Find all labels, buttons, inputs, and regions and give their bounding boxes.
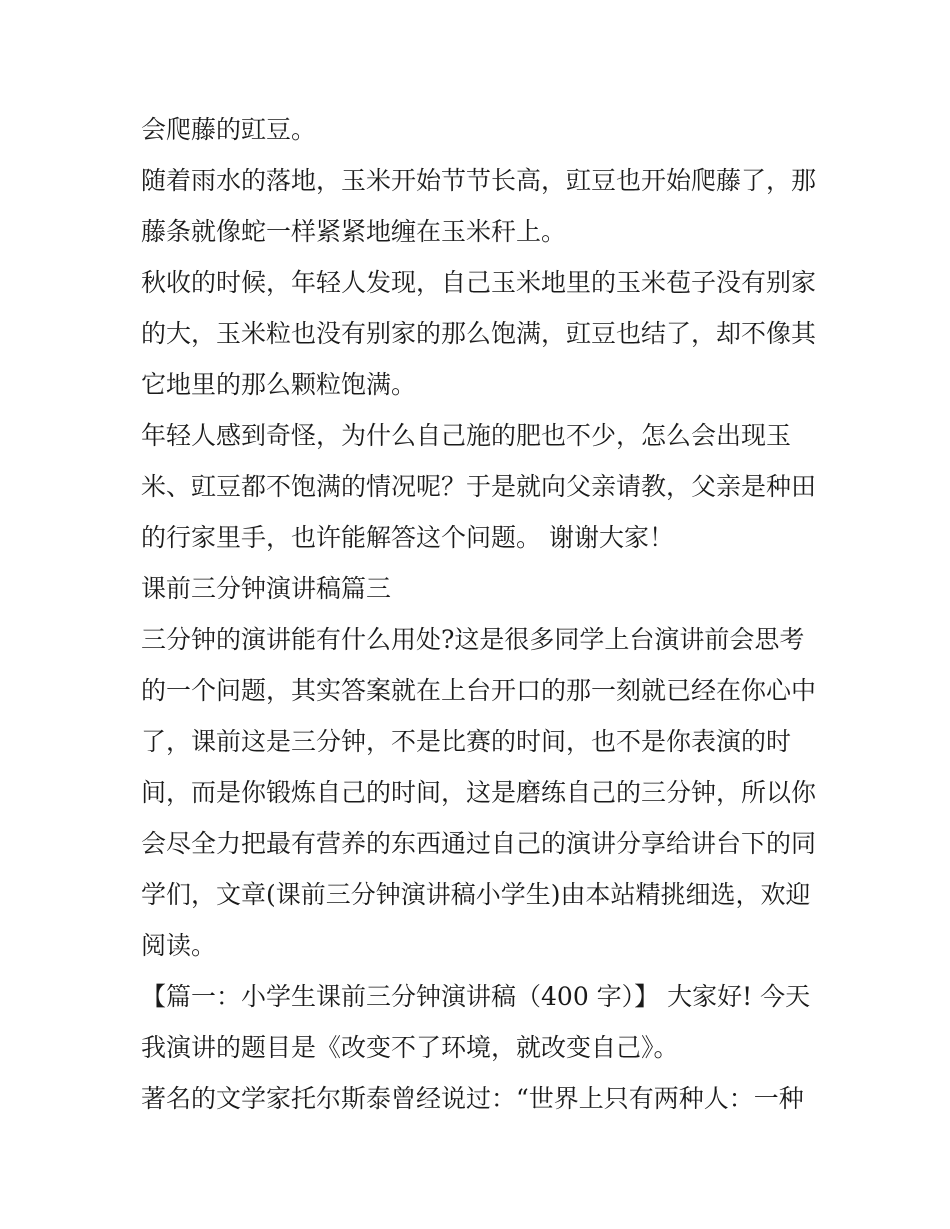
- text-line: 藤条就像蛇一样紧紧地缠在玉米秆上。: [141, 217, 567, 246]
- text-line: 会尽全力把最有营养的东西通过自己的演讲分享给讲台下的同: [141, 829, 817, 858]
- text-line: 间，而是你锻炼自己的时间，这是磨练自己的三分钟，所以你: [141, 778, 817, 807]
- text-line: 学们，文章(课前三分钟演讲稿小学生)由本站精挑细选，欢迎: [141, 880, 811, 909]
- text-line: 三分钟的演讲能有什么用处?这是很多同学上台演讲前会思考: [141, 625, 805, 654]
- text-line: 年轻人感到奇怪，为什么自己施的肥也不少，怎么会出现玉: [141, 421, 792, 450]
- text-line: 阅读。: [141, 931, 217, 960]
- section-heading: 课前三分钟演讲稿篇三: [141, 574, 392, 603]
- text-line: 著名的文学家托尔斯泰曾经说过：“世界上只有两种人：一种: [141, 1084, 804, 1113]
- text-line: 了，课前这是三分钟，不是比赛的时间，也不是你表演的时: [141, 727, 792, 756]
- text-line: 的一个问题，其实答案就在上台开口的那一刻就已经在你心中: [141, 676, 817, 705]
- text-line: 我演讲的题目是《改变不了环境，就改变自己》。: [141, 1033, 679, 1062]
- text-line: 随着雨水的落地，玉米开始节节长高，豇豆也开始爬藤了，那: [141, 166, 817, 195]
- document-body: [141, 104, 821, 1124]
- text-line: 它地里的那么颗粒饱满。: [141, 370, 417, 399]
- text-line: 的大，玉米粒也没有别家的那么饱满，豇豆也结了，却不像其: [141, 319, 817, 348]
- text-line: 秋收的时候，年轻人发现，自己玉米地里的玉米苞子没有别家: [141, 268, 817, 297]
- text-line: 米、豇豆都不饱满的情况呢？于是就向父亲请教，父亲是种田: [141, 472, 817, 501]
- text-line: 的行家里手，也许能解答这个问题。 谢谢大家！: [141, 523, 674, 552]
- text-line: 【篇一：小学生课前三分钟演讲稿（400 字）】 大家好! 今天: [141, 982, 811, 1011]
- text-line: 会爬藤的豇豆。: [141, 115, 317, 144]
